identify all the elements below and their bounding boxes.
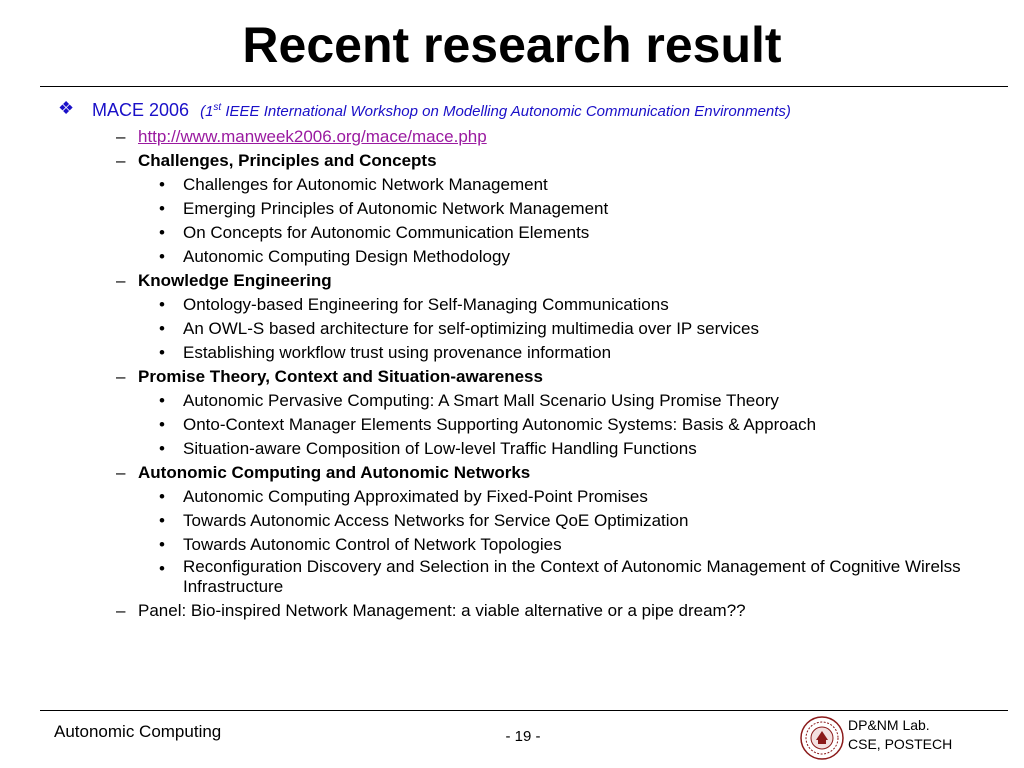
bullet-dot: •: [159, 511, 165, 530]
list-item-text: Ontology-based Engineering for Self-Managing Communications: [183, 295, 669, 314]
diamond-bullet-icon: ❖: [58, 98, 75, 118]
panel-item: [58, 599, 998, 623]
dash-bullet: –: [116, 271, 126, 290]
bullet-dot: •: [159, 559, 165, 578]
section-heading: [58, 365, 998, 389]
dash-bullet: –: [116, 601, 126, 620]
bullet-dot: •: [159, 487, 165, 506]
footer-divider: [40, 710, 1008, 711]
list-item: [58, 509, 998, 533]
list-item: [58, 485, 998, 509]
dash-bullet: –: [116, 367, 126, 386]
list-item-text: Towards Autonomic Access Networks for Service QoE Optimization: [183, 511, 689, 530]
list-item: [58, 293, 998, 317]
mace-note: [200, 103, 791, 120]
lab-name: [848, 716, 952, 754]
list-item: [58, 245, 998, 269]
bullet-dot: •: [159, 535, 165, 554]
list-item-text: An OWL-S based architecture for self-optimizing multimedia over IP services: [183, 319, 760, 338]
list-item: [58, 533, 998, 557]
section-heading-text: Promise Theory, Context and Situation-awareness: [138, 367, 543, 386]
section-heading-text: Autonomic Computing and Autonomic Networks: [138, 463, 531, 482]
list-item: [58, 389, 998, 413]
dash-bullet: –: [116, 463, 126, 482]
bullet-dot: •: [159, 415, 165, 434]
list-item: [58, 221, 998, 245]
bullet-dot: •: [159, 175, 165, 194]
title-divider: [40, 86, 1008, 87]
bullet-dot: •: [159, 319, 165, 338]
footer-course-title: Autonomic Computing: [54, 722, 222, 741]
list-item-text: Onto-Context Manager Elements Supporting Autonomic Systems: Basis & Approach: [183, 415, 817, 434]
list-item-text: Autonomic Computing Approximated by Fixed-Point Promises: [183, 487, 648, 506]
list-item-text: Reconfiguration Discovery and Selection in the Context of Autonomic Management of Cognitive Wirelss Infrastructure: [183, 557, 961, 596]
lab-name-line2: CSE, POSTECH: [848, 736, 953, 752]
section-heading: [58, 149, 998, 173]
slide-title: Recent research result: [242, 17, 782, 73]
mace-bullet: [58, 95, 998, 125]
list-item-text: Establishing workflow trust using provenance information: [183, 343, 612, 362]
section-heading-text: Challenges, Principles and Concepts: [138, 151, 437, 170]
list-item: [58, 341, 998, 365]
list-item: [58, 413, 998, 437]
list-item: [58, 557, 998, 599]
list-item-text: On Concepts for Autonomic Communication Elements: [183, 223, 590, 242]
section-heading: [58, 269, 998, 293]
bullet-dot: •: [159, 295, 165, 314]
bullet-dot: •: [159, 199, 165, 218]
bullet-dot: •: [159, 247, 165, 266]
list-item-text: Emerging Principles of Autonomic Network Management: [183, 199, 609, 218]
page-number: - 19 -: [505, 728, 541, 745]
dash-bullet: –: [116, 151, 126, 170]
list-item-text: Autonomic Computing Design Methodology: [183, 247, 510, 266]
panel-text: Panel: Bio-inspired Network Management: a viable alternative or a pipe dream??: [138, 601, 746, 620]
university-seal-icon: [800, 716, 844, 760]
url-item: [58, 125, 998, 149]
slide-content: [58, 95, 998, 623]
mace-note-prefix: (1: [200, 103, 214, 120]
mace-note-superscript: st: [213, 102, 222, 113]
bullet-dot: •: [159, 223, 165, 242]
section-heading: [58, 461, 998, 485]
mace-url-link[interactable]: http://www.manweek2006.org/mace/mace.php: [138, 127, 487, 146]
list-item-text: Towards Autonomic Control of Network Topologies: [183, 535, 562, 554]
bullet-dot: •: [159, 343, 165, 362]
list-item: [58, 437, 998, 461]
list-item: [58, 197, 998, 221]
list-item: [58, 173, 998, 197]
list-item-text: Autonomic Pervasive Computing: A Smart Mall Scenario Using Promise Theory: [183, 391, 779, 410]
mace-note-text: IEEE International Workshop on Modelling Autonomic Communication Environments): [221, 103, 791, 120]
list-item-text: Challenges for Autonomic Network Management: [183, 175, 548, 194]
bullet-dot: •: [159, 439, 165, 458]
bullet-dot: •: [159, 391, 165, 410]
section-heading-text: Knowledge Engineering: [138, 271, 332, 290]
lab-name-line1: DP&NM Lab.: [848, 717, 930, 733]
dash-bullet: –: [116, 127, 126, 146]
mace-label: MACE 2006: [92, 100, 190, 120]
list-item: [58, 317, 998, 341]
list-item-text: Situation-aware Composition of Low-level Traffic Handling Functions: [183, 439, 697, 458]
